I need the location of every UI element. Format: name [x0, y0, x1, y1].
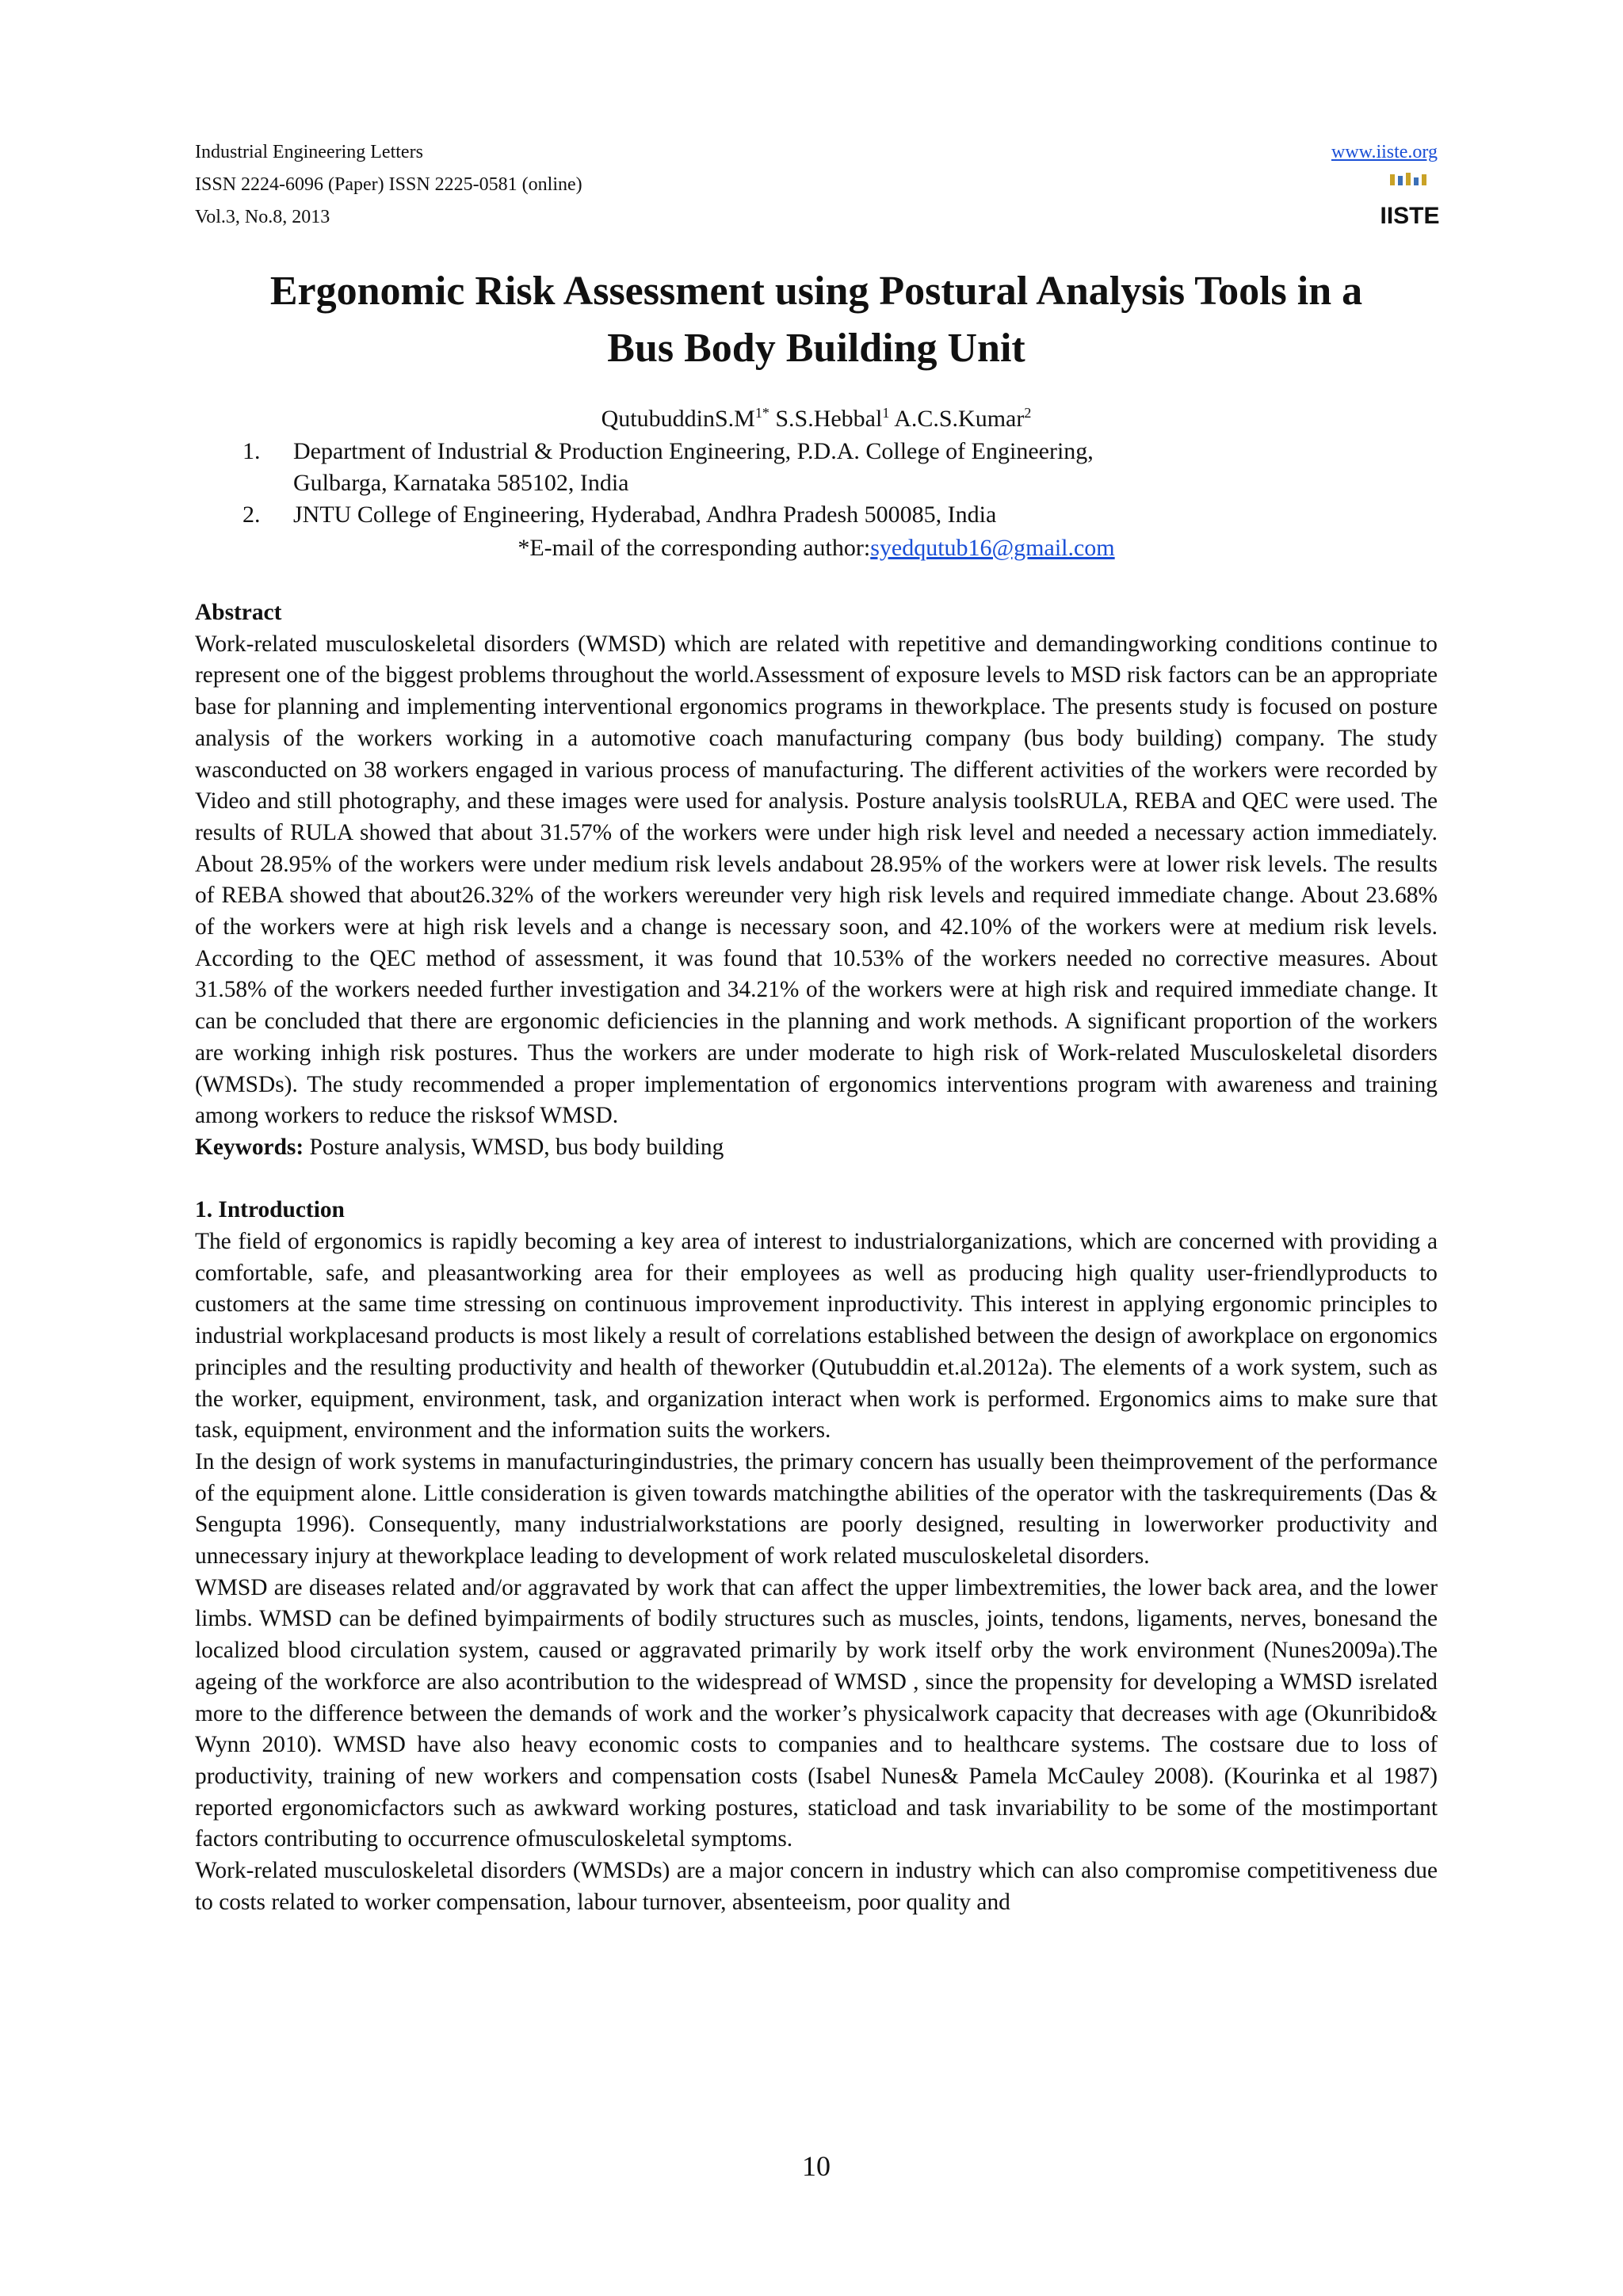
- affiliation-item: [242, 499, 1384, 531]
- title-line-2: Bus Body Building Unit: [607, 326, 1025, 371]
- abstract-heading: Abstract: [195, 600, 282, 625]
- author-affil-mark: 1*: [754, 405, 769, 421]
- affiliation-number: 1.: [242, 438, 261, 464]
- affiliation-list: [242, 436, 1384, 531]
- author-affil-mark: 1: [882, 405, 890, 421]
- keywords-label: Keywords:: [195, 1134, 304, 1160]
- paper-page: [195, 0, 1438, 2296]
- journal-header: [195, 136, 1438, 239]
- email-link[interactable]: syedqutub16@gmail.com: [870, 535, 1115, 561]
- affiliation-line: Department of Industrial & Production Engineering, P.D.A. College of Engineering,: [293, 438, 1094, 464]
- journal-info: [195, 136, 582, 234]
- abstract-text: Work-related musculoskeletal disorders (WMSD) which are related with repetitive and demandingworking conditions continue to represent one of the biggest problems throughout the world.Assessment of exposure levels to MSD risk factors can be an appropriate base for planning and implementing interventional ergonomics programs in theworkplace. The presents study is focused on posture analysis of the workers working in a automotive coach manufacturing company (bus body building) company. The study wasconducted on 38 workers engaged in various process of manufacturing. The different activities of the workers were recorded by Video and still photography, and these images were used for analysis. Posture analysis toolsRULA, REBA and QEC were used. The results of RULA showed that about 31.57% of the workers were under high risk level and needed a necessary action immediately. About 28.95% of the workers were under medium risk levels andabout 28.95% of the workers were at lower risk levels. The results of REBA showed that about26.32% of the workers wereunder very high risk levels and required immediate change. About 23.68% of the workers were at high risk levels and a change is necessary soon, and 42.10% of the workers were at medium risk levels. According to the QEC method of assessment, it was found that 10.53% of the workers needed no corrective measures. About 31.58% of the workers needed further investigation and 34.21% of the workers were at high risk and required immediate change. It can be concluded that there are ergonomic deficiencies in the planning and work methods. A significant proportion of the workers are working inhigh risk postures. Thus the workers are under moderate to high risk of Work-related Musculoskeletal disorders (WMSDs). The study recommended a proper implementation of ergonomics interventions program with awareness and training among workers to reduce the risksof WMSD.: [195, 631, 1438, 1129]
- affiliation-line: JNTU College of Engineering, Hyderabad, Andhra Pradesh 500085, India: [293, 502, 997, 528]
- intro-paragraph: Work-related musculoskeletal disorders (WMSDs) are a major concern in industry which can also compromise competitiveness due to costs related to worker compensation, labour turnover, absenteeism, poor quality and: [195, 1858, 1438, 1915]
- intro-paragraph: The field of ergonomics is rapidly becoming a key area of interest to industrialorganizations, which are concerned with providing a comfortable, safe, and pleasantworking area for their employees as well as producing high quality user-friendlyproducts to customers at the same time stressing on continuous improvement inproductivity. This interest in applying ergonomic principles to industrial workplacesand products is most likely a result of correlations established between the design of aworkplace on ergonomics principles and the resulting productivity and health of theworker (Qutubuddin et.al.2012a). The elements of a work system, such as the worker, equipment, environment, task, and organization interact when work is performed. Ergonomics aims to make sure that task, equipment, environment and the information suits the workers.: [195, 1229, 1438, 1444]
- affiliation-item: [242, 436, 1384, 499]
- introduction-heading: 1. Introduction: [195, 1197, 345, 1223]
- title-line-1: Ergonomic Risk Assessment using Postural Analysis Tools in a: [269, 269, 1363, 314]
- author-name: S.S.Hebbal: [775, 406, 883, 432]
- affiliation-line: Gulbarga, Karnataka 585102, India: [293, 470, 629, 496]
- author-name: A.C.S.Kumar: [894, 406, 1025, 432]
- logo-text: IISTE: [1380, 203, 1440, 229]
- author-list: [195, 402, 1438, 435]
- author-name: QutubuddinS.M: [601, 406, 755, 432]
- email-label: *E-mail of the corresponding author:: [517, 535, 871, 561]
- keywords-text: Posture analysis, WMSD, bus body building: [304, 1134, 724, 1160]
- paper-body: [195, 597, 1438, 1919]
- section-spacer: [195, 1164, 1438, 1196]
- corresponding-author: [195, 532, 1438, 564]
- journal-name: Industrial Engineering Letters: [195, 142, 423, 162]
- intro-paragraph: WMSD are diseases related and/or aggravated by work that can affect the upper limbextremities, the lower back area, and the lower limbs. WMSD can be defined byimpairments of bodily structures such as muscles, joints, tendons, ligaments, nerves, bonesand the localized blood circulation system, caused or aggravated primarily by work itself orby the work environment (Nunes2009a).The ageing of the workforce are also acontribution to the widespread of WMSD , since the propensity for developing a WMSD isrelated more to the difference between the demands of work and the worker’s physicalwork capacity that decreases with age (Okunribido& Wynn 2010). WMSD have also heavy economic costs to companies and to healthcare systems. The costsare due to loss of productivity, training of new workers and compensation costs (Isabel Nunes& Pamela McCauley 2008). (Kourinka et al 1987) reported ergonomicfactors such as awkward working postures, staticload and task invariability to be some of the mostimportant factors contributing to occurrence ofmusculoskeletal symptoms.: [195, 1574, 1438, 1852]
- page-number: 10: [802, 2150, 831, 2182]
- keywords-line: [195, 1132, 1438, 1164]
- journal-volume: Vol.3, No.8, 2013: [195, 207, 330, 227]
- journal-website-link[interactable]: www.iiste.org: [1331, 142, 1438, 162]
- intro-paragraph: In the design of work systems in manufacturingindustries, the primary concern has usually been theimprovement of the performance of the equipment alone. Little consideration is given towards matchingthe abilities of the operator with the taskrequirements (Das & Sengupta 1996). Consequently, many industrialworkstations are poorly designed, resulting in lowerworker productivity and unnecessary injury at theworkplace leading to development of work related musculoskeletal disorders.: [195, 1448, 1438, 1569]
- author-affil-mark: 2: [1024, 405, 1032, 421]
- iiste-logo-icon: [1380, 171, 1440, 229]
- affiliation-number: 2.: [242, 502, 261, 528]
- paper-title: [195, 263, 1438, 377]
- journal-issn: ISSN 2224-6096 (Paper) ISSN 2225-0581 (online): [195, 174, 582, 195]
